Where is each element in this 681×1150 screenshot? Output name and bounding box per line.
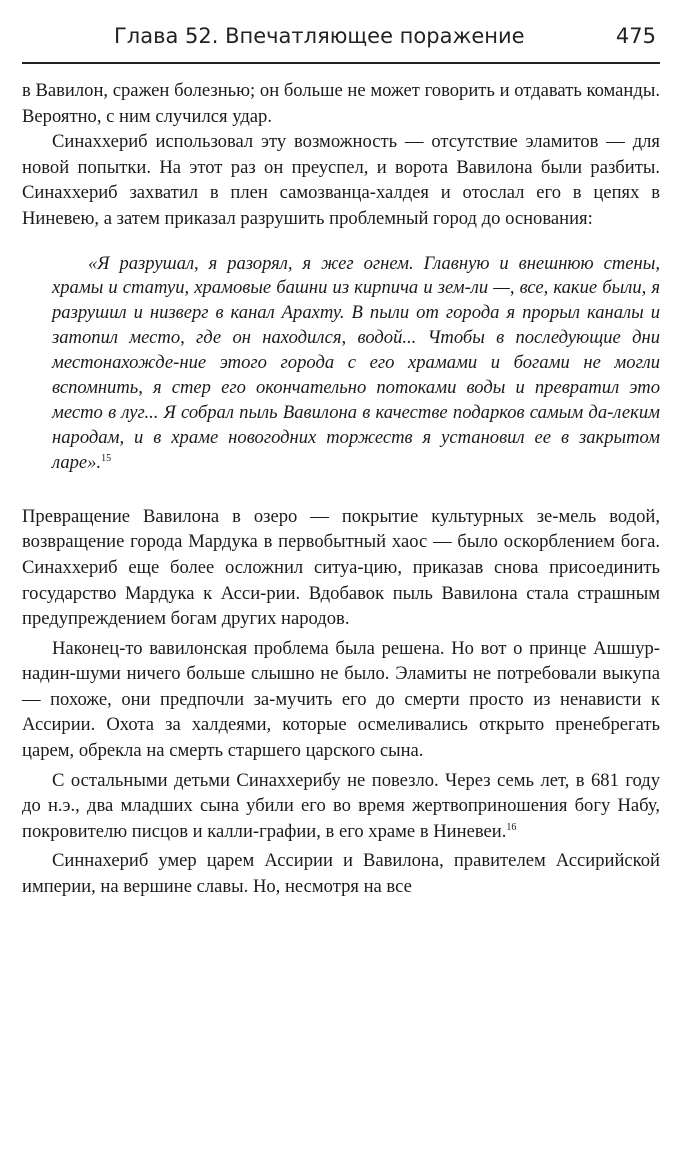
header-divider xyxy=(22,62,660,64)
paragraph: Наконец-то вавилонская проблема была решена. Но вот о принце Ашшур-надин-шуми ничего больше слышно не было. Эламиты не потребовали выкупа — похоже, они предпочли за-мучить его до смерти просто из ненависти к Ассирии. Охота за халдеями, которые осмеливались открыто пренебрегать царем, обрекла на смерть старшего царского сына. xyxy=(22,637,660,762)
paragraph xyxy=(22,768,660,845)
paragraph: Синаххериб использовал эту возможность — отсутствие эламитов — для новой попытки. На этот раз он преуспел, и ворота Вавилона были разбиты. Синаххериб захватил в плен самозванца-халдея и отослал его в цепях в Ниневею, а затем приказал разрушить проблемный город до основания: xyxy=(22,131,660,229)
paragraph-text: С остальными детьми Синаххерибу не повезло. Через семь лет, в 681 году до н.э., два младших сына убили его во время жертвоприношения богу Набу, покровителю писцов и калли-графии, в его храме в Ниневеи. xyxy=(22,769,660,842)
footnote-ref: 16 xyxy=(506,821,517,833)
paragraph: Превращение Вавилона в озеро — покрытие культурных зе-мель водой, возвращение города Мардука в первобытный хаос — было оскорблением бога. Синаххериб еще более осложнил ситуа-цию, приказав снова присоединить государство Мардука к Асси-рии. Вдобавок пыль Вавилона стала страшным предупреждением богам других народов. xyxy=(22,505,660,630)
page-body xyxy=(22,78,660,900)
page-number: 475 xyxy=(615,24,656,48)
book-page xyxy=(22,22,660,900)
block-quote xyxy=(52,252,660,476)
footnote-ref: 15 xyxy=(101,452,112,464)
quote-text: «Я разрушал, я разорял, я жег огнем. Главную и внешнюю стены, храмы и статуи, храмовые башни из кирпича и зем-ли —, все, какие были, я разрушил и низверг в канал Арахту. В пыли от города я прорыл каналы и затопил место, где он находился, водой... Чтобы в последующие дни местонахожде-ние этого города с его храмами и богами не могли вспомнить, я стер его окончательно потоками воды и превратил это место в луг... Я собрал пыль Вавилона в качестве подарков самым да-леким народам, и в храме новогодних торжеств я установил ее в закрытом ларе». xyxy=(52,252,660,473)
paragraph: Синнахериб умер царем Ассирии и Вавилона, правителем Ассирийской империи, на вершине славы. Но, несмотря на все xyxy=(22,850,660,898)
paragraph: в Вавилон, сражен болезнью; он больше не может говорить и отдавать команды. Вероятно, с ним случился удар. xyxy=(22,80,660,127)
chapter-title: Глава 52. Впечатляющее поражение xyxy=(114,24,525,48)
running-header xyxy=(22,22,660,50)
